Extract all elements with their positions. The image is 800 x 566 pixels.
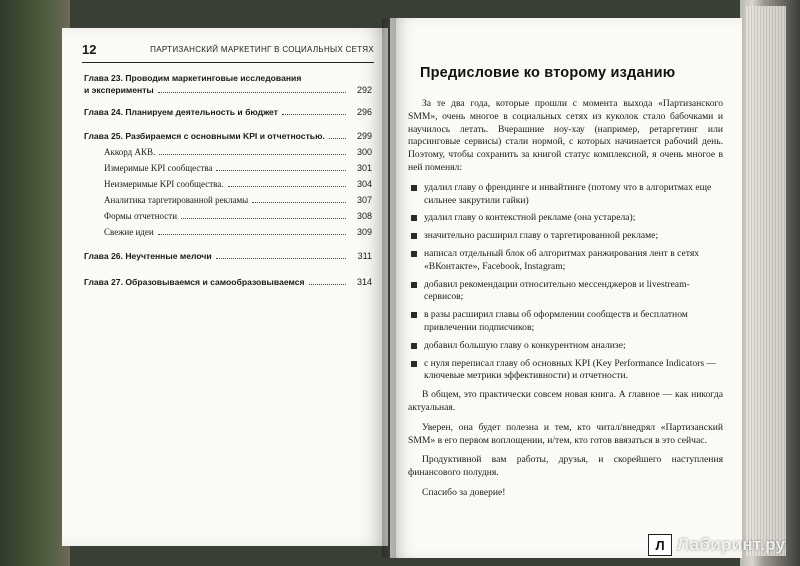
toc-page-number: 300: [356, 147, 372, 157]
toc-entry: [84, 72, 372, 96]
bullet-square-icon: [411, 282, 417, 288]
intro-paragraph: За те два года, которые прошли с момента выхода «Партизанского SMM», очень многое в социальных сетях из куколок стало бабочками и научилось летать. Вчерашние ноу-хау (например, ретаргетинг или парсинговые сервисы) стали нормой, с которых начинается рабочий день. Поэтому, чтобы сохранить за книгой статус комплексной, я очень многое в ней поменял:: [408, 98, 723, 173]
paragraph: Спасибо за доверие!: [422, 486, 506, 498]
list-item-text: написал отдельный блок об алгоритмах ранжирования лент в сетях «ВКонтакте», Facebook, Instagram;: [424, 247, 700, 272]
left-page: [62, 28, 388, 546]
section-heading: Предисловие ко второму изданию: [420, 65, 676, 81]
list-item: [408, 279, 723, 305]
page-number: 12: [82, 42, 97, 57]
toc-entry: [84, 194, 372, 206]
list-item-text: добавил рекомендации относительно мессенджеров и livestream-сервисов;: [424, 278, 690, 303]
toc-leader-dots: [158, 92, 346, 93]
toc-page-number: 307: [356, 195, 372, 205]
toc-entry: [84, 130, 372, 142]
toc-leader-dots: [181, 218, 346, 219]
toc-chapter-title: Глава 26. Неучтенные мелочи: [84, 251, 212, 261]
book-gutter: [382, 18, 396, 558]
running-title: ПАРТИЗАНСКИЙ МАРКЕТИНГ В СОЦИАЛЬНЫХ СЕТЯХ: [150, 45, 374, 54]
toc-leader-dots: [158, 234, 346, 235]
toc-page-number: 304: [356, 179, 372, 189]
toc-section-title: Неизмеримые KPI сообщества.: [104, 179, 224, 189]
toc-page-number: 314: [356, 277, 372, 287]
toc-section-title: Аналитика таргетированной рекламы: [104, 195, 249, 205]
right-page: [390, 18, 742, 558]
closing-paragraphs: [408, 389, 723, 500]
toc-chapter-title: и эксперименты: [84, 85, 154, 95]
toc-entry: [84, 178, 372, 190]
list-item-text: в разы расширил главы об оформлении сообществ и бесплатном привлечении подписчиков;: [424, 309, 688, 333]
toc-page-number: 296: [356, 107, 372, 117]
toc-leader-dots: [216, 258, 346, 259]
background-left: [0, 0, 70, 566]
list-item-text: значительно расширил главу о таргетированной рекламе;: [424, 230, 659, 242]
list-item-text: удалил главу о контекстной рекламе (она устарела);: [424, 212, 636, 224]
toc-entry: [84, 146, 372, 158]
toc-entry: [84, 162, 372, 174]
toc-leader-dots: [282, 114, 346, 115]
page-edges: [746, 6, 786, 556]
toc-page-number: 301: [356, 163, 372, 173]
change-list: [408, 182, 723, 383]
bullet-square-icon: [411, 215, 417, 221]
toc-entry: [84, 276, 372, 288]
paragraph: Продуктивной вам работы, друзья, и скорейшего наступления финансового полудня.: [408, 454, 723, 479]
list-item-text: добавил большую главу о конкурентном анализе;: [424, 339, 626, 351]
bullet-square-icon: [411, 251, 417, 257]
toc-page-number: 299: [356, 131, 372, 141]
paragraph: В общем, это практически совсем новая книга. А главное — как никогда актуальная.: [408, 389, 723, 413]
bullet-square-icon: [411, 361, 417, 367]
toc-leader-dots: [329, 138, 346, 139]
toc-leader-dots: [159, 154, 346, 155]
toc-leader-dots: [309, 284, 346, 285]
watermark-logo: Л: [648, 534, 672, 556]
toc-section-title: Свежие идеи: [104, 227, 154, 237]
list-item: [408, 309, 723, 335]
toc-section-title: Измеримые KPI сообщества: [104, 163, 213, 173]
list-item: [408, 212, 723, 225]
toc-chapter-title: Глава 24. Планируем деятельность и бюджет: [84, 107, 278, 117]
bullet-square-icon: [411, 343, 417, 349]
watermark: [648, 534, 785, 556]
list-item: [408, 248, 723, 274]
watermark-text: Лабиринт.ру: [677, 535, 786, 554]
toc-chapter-title: Глава 25. Разбираемся с основными KPI и отчетностью.: [84, 131, 325, 141]
bullet-square-icon: [411, 233, 417, 239]
list-item-text: с нуля переписал главу об основных KPI (Key Performance Indicators — ключевые метрики эффективности) и отчетности.: [424, 357, 717, 382]
toc-page-number: 308: [356, 211, 372, 221]
toc-leader-dots: [216, 170, 346, 171]
toc-chapter-title: Глава 23. Проводим маркетинговые исследования: [84, 73, 302, 83]
toc-page-number: 292: [356, 85, 372, 95]
toc-section-title: Аккорд АКВ.: [104, 147, 156, 157]
list-item: [408, 358, 723, 384]
toc-page-number: 309: [356, 227, 372, 237]
bullet-square-icon: [411, 312, 417, 318]
toc-entry: [84, 250, 372, 262]
toc-leader-dots: [228, 186, 346, 187]
toc-entry: [84, 226, 372, 238]
list-item-text: удалил главу о френдинге и инвайтинге (потому что в алгоритмах еще сильнее закрутили гайки): [424, 181, 712, 206]
preface-body: [408, 98, 723, 507]
toc-leader-dots: [252, 202, 346, 203]
running-header: [82, 42, 374, 63]
toc-chapter-title: Глава 27. Образовываемся и самообразовываемся: [84, 277, 305, 287]
list-item: [408, 230, 723, 243]
toc-page-number: 311: [357, 251, 372, 261]
paragraph: Уверен, она будет полезна и тем, кто читал/внедрял «Партизанский SMM» в его первом воплощении, и/тем, кто готов ввязаться в это сейчас.: [408, 421, 723, 446]
list-item: [408, 340, 723, 353]
table-of-contents: [84, 72, 372, 288]
toc-entry: [84, 106, 372, 118]
toc-entry: [84, 210, 372, 222]
bullet-square-icon: [411, 185, 417, 191]
toc-section-title: Формы отчетности: [104, 211, 178, 221]
list-item: [408, 182, 723, 208]
